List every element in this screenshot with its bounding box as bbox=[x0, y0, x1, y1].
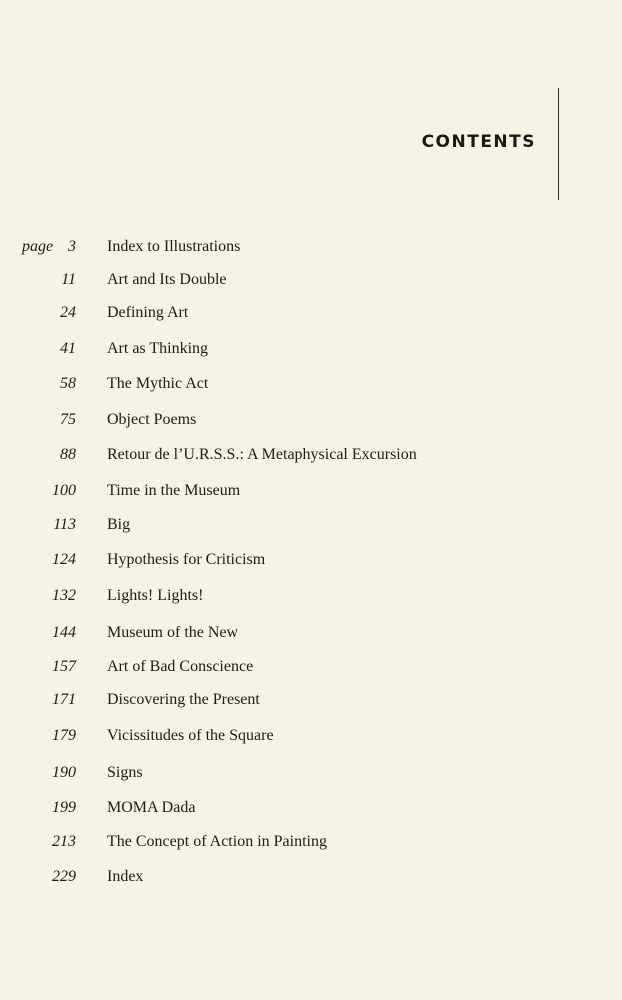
chapter-title: MOMA Dada bbox=[107, 799, 196, 816]
toc-entry bbox=[0, 516, 622, 540]
page-number: 88 bbox=[60, 446, 76, 463]
page-label: page bbox=[22, 238, 54, 255]
chapter-title: Time in the Museum bbox=[107, 482, 241, 499]
page-number: 213 bbox=[52, 833, 76, 850]
chapter-title: Defining Art bbox=[107, 304, 189, 321]
toc-entry bbox=[0, 624, 622, 648]
toc-entry bbox=[0, 799, 622, 823]
page-number: 190 bbox=[52, 764, 76, 781]
toc-entry bbox=[0, 727, 622, 751]
page-number: 100 bbox=[52, 482, 76, 499]
chapter-title: The Mythic Act bbox=[107, 375, 209, 392]
chapter-title: Index bbox=[107, 868, 144, 885]
chapter-title: Object Poems bbox=[107, 411, 197, 428]
toc-entry bbox=[0, 691, 622, 715]
chapter-title: Vicissitudes of the Square bbox=[107, 727, 274, 744]
chapter-title: Signs bbox=[107, 764, 143, 781]
page-number: 157 bbox=[52, 658, 76, 675]
toc-entry bbox=[0, 551, 622, 575]
toc-entry bbox=[0, 658, 622, 682]
chapter-title: Art and Its Double bbox=[107, 271, 227, 288]
page-number: 11 bbox=[61, 271, 76, 288]
chapter-title: Big bbox=[107, 516, 131, 533]
toc-entry bbox=[0, 340, 622, 364]
page-number: 124 bbox=[52, 551, 76, 568]
chapter-title: The Concept of Action in Painting bbox=[107, 833, 327, 850]
page-number: 171 bbox=[52, 691, 76, 708]
toc-entry bbox=[0, 375, 622, 399]
contents-heading: CONTENTS bbox=[421, 132, 536, 152]
page-number: 132 bbox=[52, 587, 76, 604]
page-number: 229 bbox=[52, 868, 76, 885]
toc-entry bbox=[0, 411, 622, 435]
page-number: 41 bbox=[60, 340, 76, 357]
chapter-title: Index to Illustrations bbox=[107, 238, 241, 255]
toc-entry bbox=[0, 868, 622, 892]
page-number: 3 bbox=[68, 238, 76, 255]
chapter-title: Art of Bad Conscience bbox=[107, 658, 254, 675]
chapter-title: Lights! Lights! bbox=[107, 587, 204, 604]
toc-entry bbox=[0, 304, 622, 328]
toc-entry bbox=[0, 764, 622, 788]
toc-entry bbox=[0, 446, 622, 470]
toc-entry bbox=[0, 587, 622, 611]
chapter-title: Art as Thinking bbox=[107, 340, 209, 357]
page-number: 199 bbox=[52, 799, 76, 816]
page-number: 144 bbox=[52, 624, 76, 641]
page-number: 58 bbox=[60, 375, 76, 392]
chapter-title: Retour de l’U.R.S.S.: A Metaphysical Excursion bbox=[107, 446, 417, 463]
toc-entry bbox=[0, 271, 622, 295]
chapter-title: Discovering the Present bbox=[107, 691, 260, 708]
chapter-title: Hypothesis for Criticism bbox=[107, 551, 266, 568]
page-number: 179 bbox=[52, 727, 76, 744]
page-number: 75 bbox=[60, 411, 76, 428]
toc-entry bbox=[0, 833, 622, 857]
page-number: 24 bbox=[60, 304, 76, 321]
page-number: 113 bbox=[53, 516, 76, 533]
toc-entry bbox=[0, 482, 622, 506]
toc-entry bbox=[0, 238, 622, 262]
chapter-title: Museum of the New bbox=[107, 624, 239, 641]
